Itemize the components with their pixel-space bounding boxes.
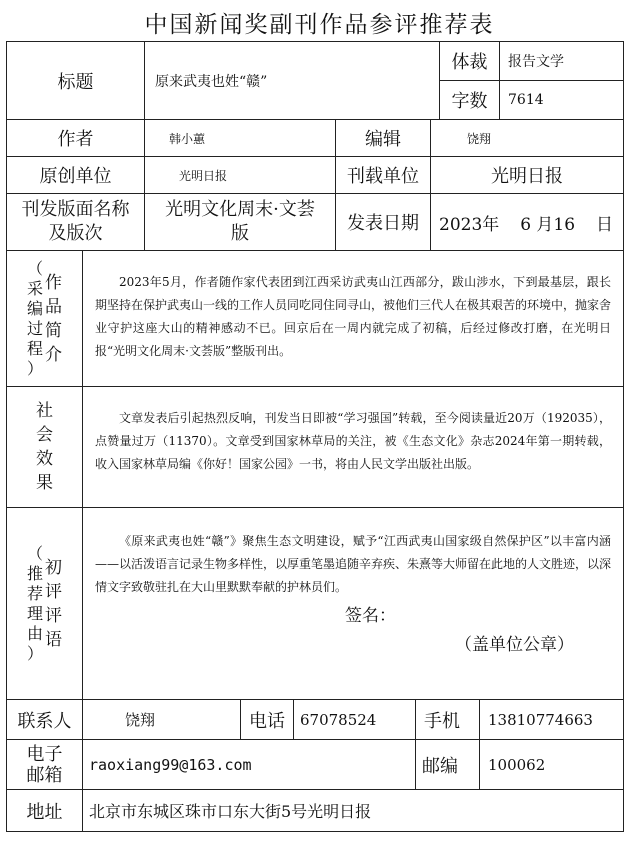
intro-label-1: 品	[45, 296, 62, 317]
editor-label: 编辑	[365, 129, 401, 150]
email-label-cell	[6, 739, 83, 790]
title-label: 标题	[57, 71, 94, 93]
review-label-2: 评	[45, 605, 62, 626]
title-value-cell	[144, 41, 440, 120]
genre-label: 体裁	[451, 52, 488, 73]
date-value-cell	[430, 193, 624, 251]
date-month-day: 6 月16	[520, 214, 576, 235]
page-label-line1: 刊发版面名称	[21, 199, 130, 220]
genre-value: 报告文学	[508, 54, 564, 70]
genre-value-cell	[499, 41, 624, 81]
intro-paren-1: 采	[27, 278, 44, 298]
mobile-value: 13810774663	[488, 710, 593, 729]
editor-value-cell	[430, 119, 624, 157]
page-value-line1: 光明文化周末·文荟	[165, 199, 315, 220]
review-sign: 签名：	[345, 606, 396, 626]
genre-label-cell	[439, 41, 500, 81]
review-paren-3: 理	[27, 603, 44, 623]
author-value: 韩小蕙	[169, 131, 206, 146]
contact-value: 饶翔	[125, 711, 156, 729]
review-seal: （盖单位公章）	[455, 635, 574, 655]
intro-paren-3: 过	[27, 318, 44, 338]
email-value-cell	[82, 739, 416, 790]
phone-value: 67078524	[300, 710, 377, 729]
words-value: 7614	[508, 92, 544, 108]
author-label: 作者	[57, 129, 94, 150]
page-value-cell	[144, 193, 336, 251]
review-paren-2: 荐	[27, 583, 44, 603]
words-label-cell	[439, 80, 500, 120]
orig-unit-value: 光明日报	[179, 168, 228, 183]
phone-label-cell	[240, 699, 294, 740]
email-value: raoxiang99@163.com	[89, 755, 252, 774]
pub-unit-label-cell	[335, 156, 431, 194]
review-label-3: 语	[45, 629, 62, 650]
effect-text-cell	[82, 386, 624, 508]
intro-paren-4: 程	[27, 338, 44, 358]
address-label: 地址	[26, 801, 63, 823]
title-label-cell	[6, 41, 145, 120]
date-label-cell	[335, 193, 431, 251]
pub-unit-value: 光明日报	[491, 166, 563, 187]
review-label-1: 评	[45, 581, 62, 602]
page-label-cell	[6, 193, 145, 251]
editor-value: 饶翔	[467, 131, 492, 146]
mobile-value-cell	[479, 699, 624, 740]
contact-label: 联系人	[17, 710, 72, 732]
review-label-0: 初	[45, 557, 62, 578]
phone-label: 电话	[249, 710, 285, 732]
mobile-label: 手机	[424, 710, 460, 732]
effect-label-2: 效	[36, 449, 53, 469]
effect-label-3: 果	[36, 473, 53, 493]
email-label-line1: 电子	[26, 743, 63, 765]
effect-label-0: 社	[36, 401, 53, 421]
editor-label-cell	[335, 119, 431, 157]
page-value-line2: 版	[231, 223, 249, 244]
contact-label-cell	[6, 699, 83, 740]
intro-paren-0: （	[27, 258, 44, 278]
effect-text: 文章发表后引起热烈反响，刊发当日即被“学习强国”转载，至今阅读量近20万（192035），点赞量过万（11370）。文章受到国家林草局的关注，被《生态文化》杂志2024年第一期转载，收入国家林草局编《你好！国家公园》一书，将由人民文学出版社出版。	[95, 411, 611, 471]
intro-label-3: 介	[45, 344, 62, 365]
effect-label-cell	[6, 386, 83, 508]
address-value-cell	[82, 789, 624, 832]
intro-text: 2023年5月，作者随作家代表团到江西采访武夷山江西部分，跋山涉水，下到最基层，跟长期坚持在保护武夷山一线的工作人员同吃同住同寻山，被他们三代人在极其艰苦的环境中，抛家舍业守护这座大山的精神感动不已。回京后在一周内就完成了初稿，后经过修改打磨，在光明日报“光明文化周末·文荟版”整版刊出。	[95, 275, 612, 358]
mobile-label-cell	[415, 699, 480, 740]
zip-value-cell	[479, 739, 624, 790]
intro-text-cell	[82, 250, 624, 387]
review-paren-1: 推	[27, 563, 44, 583]
intro-label-2: 简	[45, 320, 62, 341]
page-label-line2: 及版次	[48, 223, 103, 244]
email-label-line2: 邮箱	[26, 764, 63, 786]
review-text-cell	[82, 507, 624, 700]
author-label-cell	[6, 119, 145, 157]
pub-unit-label: 刊载单位	[347, 166, 419, 187]
date-day-suffix: 日	[596, 214, 613, 235]
review-paren-0: （	[27, 543, 44, 563]
address-value: 北京市东城区珠市口东大街5号光明日报	[89, 802, 372, 821]
review-label-cell	[6, 507, 83, 700]
review-paren-4: 由	[27, 623, 44, 643]
form-title: 中国新闻奖副刊作品参评推荐表	[144, 12, 495, 38]
review-text: 《原来武夷也姓“赣”》聚焦生态文明建设，赋予“江西武夷山国家级自然保护区”以丰富内涵——以活泼语言记录生物多样性，以厚重笔墨追随辛弃疾、朱熹等大师留在此地的人文胜迹，以深情文字致敬驻扎在大山里默默奉献的护林员们。	[95, 534, 612, 594]
orig-unit-label-cell	[6, 156, 145, 194]
intro-label-cell	[6, 250, 83, 387]
zip-label-cell	[415, 739, 480, 790]
intro-paren-5: ）	[27, 358, 44, 378]
author-value-cell	[144, 119, 336, 157]
orig-unit-value-cell	[144, 156, 336, 194]
intro-paren-2: 编	[27, 298, 44, 318]
zip-label: 邮编	[422, 755, 458, 777]
date-year: 2023年	[439, 214, 500, 235]
phone-value-cell	[293, 699, 416, 740]
address-label-cell	[6, 789, 83, 832]
zip-value: 100062	[488, 755, 546, 774]
title-value: 原来武夷也姓“赣”	[155, 73, 268, 90]
review-paren-5: ）	[27, 643, 44, 663]
words-value-cell	[499, 80, 624, 120]
contact-value-cell	[82, 699, 241, 740]
intro-label-0: 作	[45, 272, 62, 293]
pub-unit-value-cell	[430, 156, 624, 194]
orig-unit-label: 原创单位	[39, 166, 112, 187]
effect-label-1: 会	[36, 425, 53, 445]
date-label: 发表日期	[347, 213, 419, 234]
words-label: 字数	[451, 91, 488, 112]
